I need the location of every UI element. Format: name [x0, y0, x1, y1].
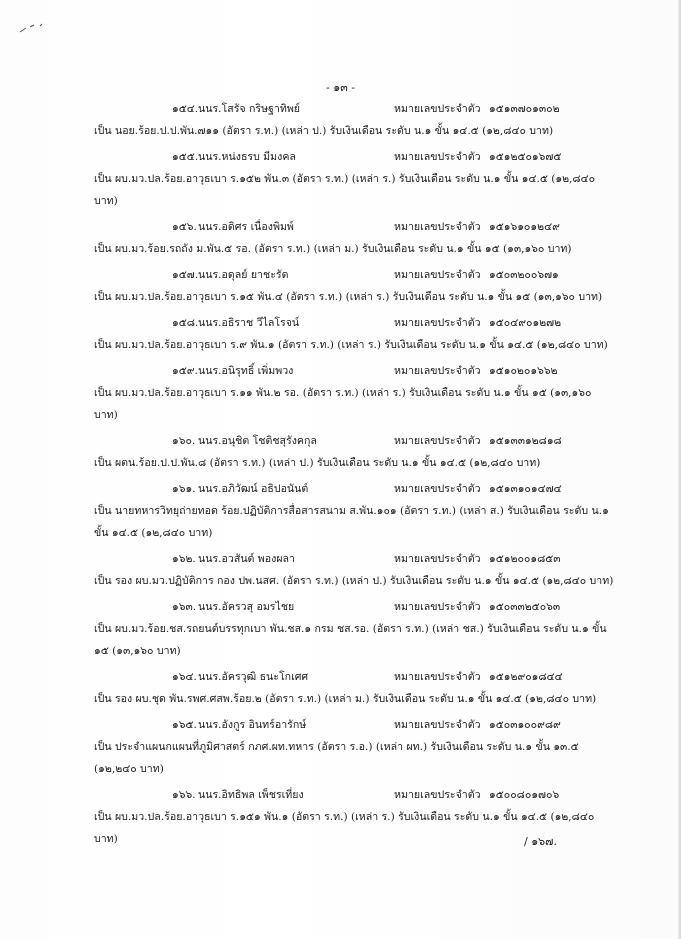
entry-number: ๑๖๑. [172, 483, 196, 495]
id-number: ๑๕๐๐๘๐๑๗๐๖ [489, 789, 560, 801]
entry-number: ๑๕๕. [172, 151, 199, 163]
appointment-entry [94, 666, 614, 710]
appointment-entry [94, 216, 614, 260]
entry-header-row [94, 478, 614, 500]
id-number: ๑๕๑๒๐๐๑๘๕๓ [489, 553, 561, 565]
entry-header-row [94, 784, 614, 806]
position-description: เป็น นอย.ร้อย.ป.ป.พัน.๗๑๑ (อัตรา ร.ท.) (เหล่า ป.) รับเงินเดือน ระดับ น.๑ ขั้น ๑๔.๕ (๑๒,๘๔๐ บาท) [94, 125, 554, 137]
cadet-name: นนร.อิทธิพล เพ็ชรเที่ยง [198, 789, 304, 801]
appointment-entry [94, 360, 614, 426]
entry-number: ๑๕๙. [172, 365, 198, 377]
id-label: หมายเลขประจำตัว [394, 365, 481, 377]
position-description: เป็น ผตน.ร้อย.ป.ป.พัน.๘ (อัตรา ร.ท.) (เหล่า ป.) รับเงินเดือน ระดับ น.๑ ขั้น ๑๔.๕ (๑๒,๘๔๐ บาท) [94, 457, 541, 469]
id-label: หมายเลขประจำตัว [394, 317, 481, 329]
entry-number: ๑๖๓. [172, 601, 197, 613]
id-label: หมายเลขประจำตัว [394, 601, 481, 613]
id-number: ๑๕๑๒๕๐๑๖๗๕ [489, 151, 562, 163]
id-label: หมายเลขประจำตัว [394, 221, 481, 233]
appointment-entry [94, 478, 614, 544]
appointment-entry [94, 264, 614, 308]
id-label: หมายเลขประจำตัว [394, 269, 481, 281]
position-description: เป็น ผบ.มว.ปล.ร้อย.อาวุธเบา ร.๙ พัน.๑ (อัตรา ร.ท.) (เหล่า ร.) รับเงินเดือน ระดับ น.๑ ขั้น ๑๔.๕ (๑๒,๘๔๐ บาท) [94, 339, 608, 351]
entry-number: ๑๕๘. [172, 317, 199, 329]
position-description: เป็น ผบ.มว.ปล.ร้อย.อาวุธเบา ร.๑๑ พัน.๒ รอ. (อัตรา ร.ท.) (เหล่า ร.) รับเงินเดือน ระดับ น.๑ ขั้น ๑๕ (๑๓,๑๖๐ บาท) [94, 387, 592, 421]
entry-number: ๑๕๖. [172, 221, 197, 233]
id-label: หมายเลขประจำตัว [394, 671, 481, 683]
id-label: หมายเลขประจำตัว [394, 553, 481, 565]
entry-header-row [94, 264, 614, 286]
cadet-name: นนร.อภิวัฒน์ อธิปอนันต์ [198, 483, 309, 495]
appointment-entry [94, 146, 614, 212]
entry-number: ๑๕๔. [172, 103, 199, 115]
position-description: เป็น ผบ.มว.ร้อย.ชส.รถยนต์บรรทุกเบา พัน.ชส.๑ กรม ชส.รอ. (อัตรา ร.ท.) (เหล่า ชส.) รับเงินเดือน ระดับ น.๑ ขั้น ๑๕ (๑๓,๑๖๐ บาท) [94, 623, 607, 657]
entry-number: ๑๕๗. [172, 269, 199, 281]
appointment-entry [94, 98, 614, 142]
id-label: หมายเลขประจำตัว [394, 435, 481, 447]
entry-header-row [94, 596, 614, 618]
appointment-entry [94, 430, 614, 474]
entry-number: ๑๖๕. [172, 719, 197, 731]
cadet-name: นนร.โสรัจ กริษฐาทิพย์ [198, 103, 301, 115]
scan-artifact-mark [18, 22, 58, 34]
id-label: หมายเลขประจำตัว [394, 789, 481, 801]
entry-number: ๑๖๔. [172, 671, 197, 683]
next-page-indicator: / ๑๖๗. [524, 835, 557, 848]
entry-header-row [94, 666, 614, 688]
cadet-name: นนร.อนุชิต โชติชสุรังคกุล [198, 435, 317, 447]
entry-header-row [94, 360, 614, 382]
id-number: ๑๕๑๓๑๐๑๔๗๔ [489, 483, 562, 495]
entry-header-row [94, 312, 614, 334]
appointment-entry [94, 548, 614, 592]
entry-header-row [94, 430, 614, 452]
position-description: เป็น นายทหารวิทยุถ่ายทอด ร้อย.ปฏิบัติการสื่อสารสนาม ส.พัน.๑๐๑ (อัตรา ร.ท.) (เหล่า ส.) รับเงินเดือน ระดับ น.๑ ขั้น ๑๔.๕ (๑๒,๘๔๐ บาท) [94, 505, 609, 539]
id-number: ๑๕๐๔๙๐๑๒๗๒ [489, 317, 562, 329]
cadet-name: นนร.อัครวุฒิ ธนะโกเศศ [198, 671, 309, 683]
id-label: หมายเลขประจำตัว [394, 103, 481, 115]
entry-header-row [94, 98, 614, 120]
appointment-list [94, 98, 614, 854]
cadet-name: นนร.อธิราช วีไลโรจน์ [198, 317, 300, 329]
position-description: เป็น ประจำแผนกแผนที่ภูมิศาสตร์ กภศ.ผท.ทหาร (อัตรา ร.อ.) (เหล่า ผท.) รับเงินเดือน ระดับ น.๑ ขั้น ๑๓.๕ (๑๒,๒๔๐ บาท) [94, 741, 579, 775]
entry-header-row [94, 548, 614, 570]
position-description: เป็น ผบ.มว.ปล.ร้อย.อาวุธเบา ร.๑๕๑ พัน.๑ (อัตรา ร.ท.) (เหล่า ร.) รับเงินเดือน ระดับ น.๑ ขั้น ๑๔.๕ (๑๒,๘๔๐ บาท) [94, 811, 595, 845]
cadet-name: นนร.หน่งธรบ มีมงคล [198, 151, 296, 163]
id-number: ๑๕๑๒๙๐๑๘๔๔ [489, 671, 563, 683]
cadet-name: นนร.อนิรุทธิ์ เพิ่มพวง [198, 365, 294, 377]
page-number: - ๑๓ - [326, 81, 355, 94]
position-description: เป็น ผบ.มว.ปล.ร้อย.อาวุธเบา ร.๑๕๒ พัน.๓ (อัตรา ร.ท.) (เหล่า ร.) รับเงินเดือน ระดับ น.๑ ขั้น ๑๔.๕ (๑๒,๘๔๐ บาท) [94, 173, 596, 207]
cadet-name: นนร.อวสันต์ พองผลา [198, 553, 295, 565]
appointment-entry [94, 312, 614, 356]
cadet-name: นนร.อดุลย์ ยาชะรัด [198, 269, 289, 281]
id-number: ๑๕๑๓๗๐๑๓๐๒ [489, 103, 560, 115]
entry-header-row [94, 146, 614, 168]
id-label: หมายเลขประจำตัว [394, 483, 481, 495]
cadet-name: นนร.อัครวสุ อมรไชย [198, 601, 295, 613]
id-label: หมายเลขประจำตัว [394, 151, 481, 163]
cadet-name: นนร.อังกูร อินทร์อารักษ์ [198, 719, 307, 731]
id-label: หมายเลขประจำตัว [394, 719, 481, 731]
id-number: ๑๕๑๖๑๐๑๒๔๙ [489, 221, 560, 233]
cadet-name: นนร.อดิศร เนื่องพิมพ์ [198, 221, 294, 233]
entry-number: ๑๖๖. [172, 789, 196, 801]
appointment-entry [94, 714, 614, 780]
position-description: เป็น ผบ.มว.ร้อย.รถถัง ม.พัน.๕ รอ. (อัตรา ร.ท.) (เหล่า ม.) รับเงินเดือน ระดับ น.๑ ขั้น ๑๕ (๑๓,๑๖๐ บาท) [94, 243, 572, 255]
position-description: เป็น ผบ.มว.ปล.ร้อย.อาวุธเบา ร.๑๕ พัน.๔ (อัตรา ร.ท.) (เหล่า ร.) รับเงินเดือน ระดับ น.๑ ขั้น ๑๕ (๑๓,๑๖๐ บาท) [94, 291, 603, 303]
entry-header-row [94, 216, 614, 238]
entry-header-row [94, 714, 614, 736]
id-number: ๑๕๐๓๓๒๕๐๖๓ [489, 601, 561, 613]
entry-number: ๑๖๐. [172, 435, 196, 447]
id-number: ๑๕๐๓๑๐๐๙๘๙ [489, 719, 561, 731]
position-description: เป็น รอง ผบ.ชุด พัน.รพศ.ศสพ.ร้อย.๒ (อัตรา ร.ท.) (เหล่า ม.) รับเงินเดือน ระดับ น.๑ ขั้น ๑๔.๕ (๑๒,๘๔๐ บาท) [94, 693, 597, 705]
entry-number: ๑๖๒. [172, 553, 196, 565]
id-number: ๑๕๑๓๓๑๒๘๑๘ [489, 435, 562, 447]
id-number: ๑๕๐๓๒๐๐๖๗๑ [489, 269, 559, 281]
position-description: เป็น รอง ผบ.มว.ปฏิบัติการ กอง ปพ.นสศ. (อัตรา ร.ท.) (เหล่า ป.) รับเงินเดือน ระดับ น.๑ ขั้น ๑๔.๕ (๑๒,๘๔๐ บาท) [94, 575, 614, 587]
appointment-entry [94, 596, 614, 662]
id-number: ๑๕๑๐๒๐๑๖๖๒ [489, 365, 558, 377]
